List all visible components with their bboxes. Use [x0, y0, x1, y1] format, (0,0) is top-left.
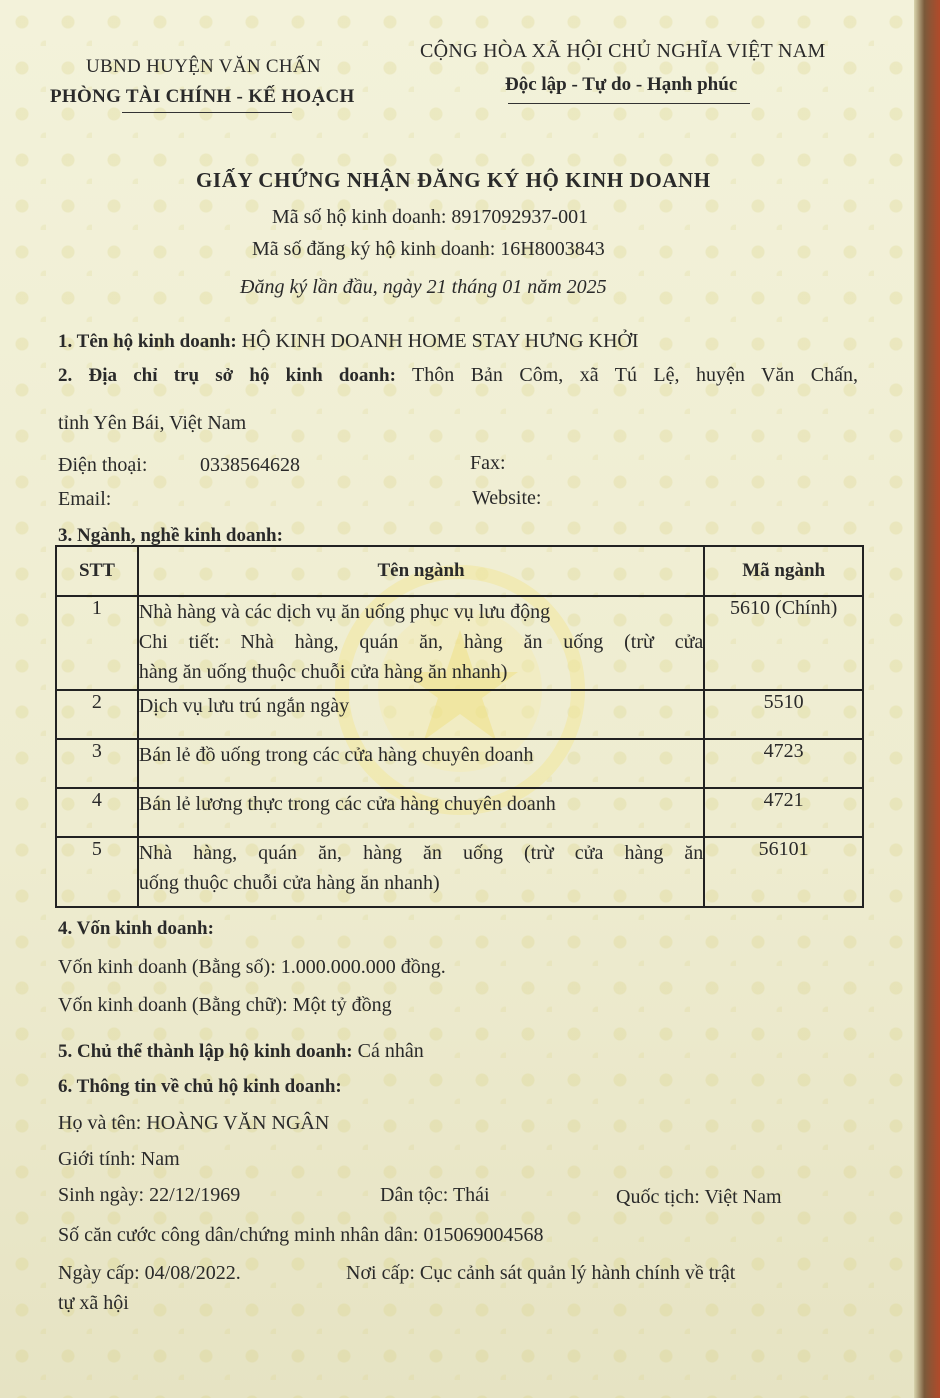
owner-id-number: Số căn cước công dân/chứng minh nhân dân: 015069004568	[58, 1224, 544, 1246]
row-name-line: Nhà hàng và các dịch vụ ăn uống phục vụ lưu động	[138, 601, 551, 623]
fax-label: Fax:	[470, 452, 506, 474]
row-code: 4723	[704, 739, 863, 788]
email-label: Email:	[58, 488, 112, 510]
owner-nationality: Quốc tịch: Việt Nam	[616, 1186, 782, 1208]
founder-type: Cá nhân	[357, 1040, 424, 1062]
agency-line2: PHÒNG TÀI CHÍNH - KẾ HOẠCH	[50, 86, 355, 107]
id-issue-date: Ngày cấp: 04/08/2022.	[58, 1262, 241, 1284]
country-motto: Độc lập - Tự do - Hạnh phúc	[505, 74, 738, 95]
header-name: Tên ngành	[138, 546, 704, 596]
table-row	[56, 596, 863, 690]
business-code: Mã số hộ kinh doanh: 8917092937-001	[272, 206, 589, 228]
id-issue-place-cont: tự xã hội	[58, 1292, 129, 1314]
section-1-label: 1. Tên hộ kinh doanh:	[58, 331, 237, 352]
id-issue-place: Nơi cấp: Cục cảnh sát quản lý hành chính về trật	[346, 1262, 736, 1284]
section-3-label: 3. Ngành, nghề kinh doanh:	[58, 525, 283, 546]
website-label: Website:	[472, 487, 542, 509]
header-stt: STT	[56, 546, 138, 596]
desk-edge	[914, 0, 940, 1398]
agency-underline	[122, 112, 292, 113]
row-code: 5510	[704, 690, 863, 739]
phone-label: Điện thoại:	[58, 454, 148, 476]
table-header-row	[56, 546, 863, 596]
agency-line1: UBND HUYỆN VĂN CHẤN	[86, 56, 321, 77]
row-stt: 1	[56, 596, 138, 690]
address-line2: tỉnh Yên Bái, Việt Nam	[58, 412, 247, 434]
header-code: Mã ngành	[704, 546, 863, 596]
owner-gender: Giới tính: Nam	[58, 1148, 180, 1170]
motto-underline	[508, 103, 750, 104]
owner-name: Họ và tên: HOÀNG VĂN NGÂN	[58, 1112, 330, 1134]
address-line1: Thôn Bản Côm, xã Tú Lệ, huyện Văn Chấn,	[412, 364, 858, 386]
row-code: 5610 (Chính)	[704, 596, 863, 690]
section-5-label: 5. Chủ thể thành lập hộ kinh doanh:	[58, 1041, 353, 1062]
table-row	[56, 837, 863, 907]
registration-date: Đăng ký lần đầu, ngày 21 tháng 01 năm 2025	[240, 276, 607, 298]
row-code: 56101	[704, 837, 863, 907]
row-name-line: Chi tiết: Nhà hàng, quán ăn, hàng ăn uống (trừ cửa	[138, 631, 704, 653]
business-name: HỘ KINH DOANH HOME STAY HƯNG KHỞI	[241, 330, 639, 352]
row-stt: 5	[56, 837, 138, 907]
row-name	[138, 837, 704, 907]
row-name: Bán lẻ đồ uống trong các cửa hàng chuyên doanh	[138, 739, 704, 788]
row-code: 4721	[704, 788, 863, 837]
capital-numeric: Vốn kinh doanh (Bằng số): 1.000.000.000 đồng.	[58, 956, 446, 978]
section-4-label: 4. Vốn kinh doanh:	[58, 918, 214, 939]
row-name-line: hàng ăn uống thuộc chuỗi cửa hàng ăn nhanh)	[138, 661, 508, 683]
row-name: Bán lẻ lương thực trong các cửa hàng chuyên doanh	[138, 788, 704, 837]
owner-ethnicity: Dân tộc: Thái	[380, 1184, 490, 1206]
capital-words: Vốn kinh doanh (Bằng chữ): Một tỷ đồng	[58, 994, 392, 1016]
document-title: GIẤY CHỨNG NHẬN ĐĂNG KÝ HỘ KINH DOANH	[196, 168, 711, 192]
table-row	[56, 788, 863, 837]
row-stt: 3	[56, 739, 138, 788]
section-2-line1	[58, 364, 858, 387]
row-name	[138, 596, 704, 690]
business-lines-table	[55, 545, 864, 908]
owner-dob: Sinh ngày: 22/12/1969	[58, 1184, 241, 1206]
registration-code: Mã số đăng ký hộ kinh doanh: 16H8003843	[252, 238, 605, 260]
section-2-label: 2. Địa chỉ trụ sở hộ kinh doanh:	[58, 365, 396, 386]
phone-value: 0338564628	[200, 454, 300, 476]
row-name-line: Nhà hàng, quán ăn, hàng ăn uống (trừ cửa hàng ăn	[138, 842, 704, 864]
section-1	[58, 330, 639, 353]
row-stt: 2	[56, 690, 138, 739]
table-row	[56, 739, 863, 788]
row-stt: 4	[56, 788, 138, 837]
table-row	[56, 690, 863, 739]
row-name-line: uống thuộc chuỗi cửa hàng ăn nhanh)	[138, 872, 440, 894]
country-title: CỘNG HÒA XÃ HỘI CHỦ NGHĨA VIỆT NAM	[420, 40, 826, 62]
row-name: Dịch vụ lưu trú ngắn ngày	[138, 690, 704, 739]
section-5	[58, 1040, 424, 1063]
section-6-label: 6. Thông tin về chủ hộ kinh doanh:	[58, 1076, 342, 1097]
